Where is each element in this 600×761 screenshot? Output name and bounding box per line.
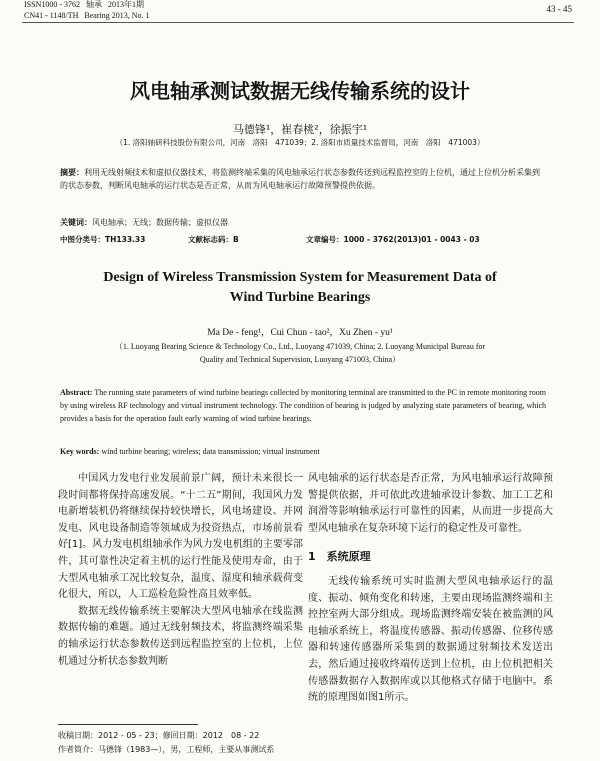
journal-name-cn: 轴承 — [86, 0, 103, 9]
body-paragraph: 数据无线传输系统主要解决大型风电轴承在线监测数据传输的难题。通过无线射频技术，将监测终端采集的轴承运行状态参数传送到远程监控室的上位机，上位机通过分析状态参数判断 — [58, 605, 303, 667]
issue-en: Bearing 2013, No. 1 — [84, 11, 150, 20]
body-paragraph: 无线传输系统可实时监测大型风电轴承运行的温度、振动、倾角变化和转速，主要由现场监测终端和主控控室两大部分组成。现场监测终端安装在被监测的风电轴承系统上，将温度传感器、振动传感器、位移传感器和转速传感器所采集到的数据通过射频技术发送出去，然后通过接收终端传送到上位机，由上位机把相关传感器数据存入数据库或以其他格式存储于电脑中。系统的原理图如图1所示。 — [308, 575, 553, 704]
affiliation-en-line-2: Quality and Technical Supervision, Luoyang 471003, China） — [199, 355, 401, 364]
body-paragraph: 风电轴承的运行状态是否正常，为风电轴承运行故障预警提供依据，并可依此改进轴承设计参数、加工工艺和润滑等影响轴承运行可靠性的因素，从而进一步提高大型风电轴承在复杂环境下运行的稳定性及可靠性。 — [308, 473, 553, 534]
keywords-en-text: wind turbine bearing; wireless; data transmission; virtual instrument — [99, 447, 320, 456]
issue-cn: 2013年1期 — [108, 0, 145, 9]
body-column-right — [308, 471, 553, 707]
abstract-en-label: Abstract: — [60, 388, 93, 397]
issn: ISSN1000 - 3762 — [24, 0, 81, 9]
cn-number: CN41 - 1148/TH — [24, 11, 79, 20]
journal-header — [24, 0, 149, 20]
keywords-cn-text: 风电轴承；无线；数据传输；虚拟仪器 — [92, 218, 228, 227]
header-divider — [22, 22, 574, 23]
document-code: 文献标志码：B — [188, 235, 239, 244]
affiliation-en — [40, 340, 560, 366]
keywords-en-label: Key words: — [60, 447, 100, 456]
abstract-cn — [60, 166, 546, 192]
section-heading: 1 系统原理 — [308, 550, 371, 564]
footnote-received: 收稿日期：2012 - 05 - 23；修回日期：2012 08 - 22 — [58, 731, 260, 740]
keywords-cn — [60, 216, 546, 229]
footnote-author: 作者简介：马德锋（1983—），男，工程师，主要从事测试系 — [58, 745, 275, 754]
abstract-cn-text: 利用无线射频技术和虚拟仪器技术，将监测终端采集的风电轴承运行状态参数传送到远程监控室的上位机，通过上位机分析采集到的状态参数，判断风电轴承的运行状态是否正常，从而为风电轴承运行故障预警提供依据。 — [60, 168, 540, 190]
header-line-2 — [24, 11, 149, 20]
title-en — [0, 268, 600, 308]
keywords-en — [60, 447, 546, 456]
title-cn: 风电轴承测试数据无线传输系统的设计 — [130, 79, 470, 103]
authors-cn: 马德锋¹，崔春桃²，徐振宇¹ — [232, 123, 368, 136]
footnote-divider — [58, 724, 198, 725]
page-range: 43 - 45 — [546, 4, 572, 14]
header-line-1 — [24, 0, 149, 9]
abstract-en-text: The running state parameters of wind turbine bearings collected by monitoring terminal are transmitted to the PC in remote monitoring room by using wireless RF technology and virtual instrument technology. The condition of bearing is judged by analyzing state parameters of bearing, which provides a basis for the operation fault early warning of wind turbine bearings. — [60, 388, 546, 423]
affiliation-en-line-1: （1. Luoyang Bearing Science & Technology Co., Ltd., Luoyang 471039, China; 2. Luoyang Municipal Bureau for — [114, 342, 486, 351]
title-en-line-1: Design of Wireless Transmission System for Measurement Data of — [103, 270, 497, 285]
affiliation-cn: （1. 洛阳轴研科技股份有限公司，河南 洛阳 471039；2. 洛阳市质量技术监督局，河南 洛阳 471003） — [115, 138, 485, 147]
body-paragraph: 中国风力发电行业发展前景广阔，预计未来很长一段时间都将保持高速发展。“十二五”期间，我国风力发电新增装机仍将继续保持较快增长，风电场建设、并网发电、风电设备制造等领域成为投资热点，市场前景看好[1]。风力发电机组轴承作为风力发电机组的主要零部件，其可靠性决定着主机的运行性能及使用寿命，由于大型风电轴承工况比较复杂，温度、湿度和轴承载荷变化很大，所以，人工巡检危险性高且效率低。 — [58, 473, 303, 601]
abstract-en — [60, 386, 546, 425]
article-number: 文章编号：1000 - 3762(2013)01 - 0043 - 03 — [306, 235, 480, 244]
abstract-cn-label: 摘要： — [60, 168, 84, 177]
body-column-left — [58, 471, 303, 670]
title-en-line-2: Wind Turbine Bearings — [229, 290, 371, 305]
authors-en: Ma De - feng¹，Cui Chun - tao²，Xu Zhen - yu¹ — [207, 328, 393, 338]
clc-number: 中图分类号：TH133.33 — [60, 235, 146, 244]
keywords-cn-label: 关键词： — [60, 218, 92, 227]
